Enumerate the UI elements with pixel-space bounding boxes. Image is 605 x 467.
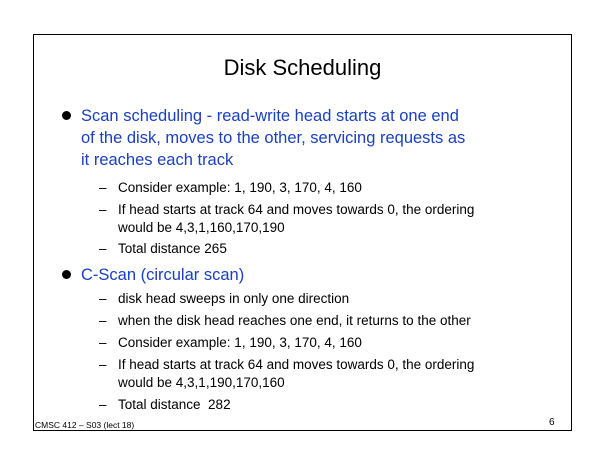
sub-item-total-distance bbox=[118, 240, 548, 258]
sub-item-line: Consider example: 1, 190, 3, 170, 4, 160 bbox=[118, 180, 362, 195]
bullet-dot bbox=[62, 111, 71, 120]
dash-marker: – bbox=[99, 180, 107, 195]
sub-item-line: Total distance 265 bbox=[118, 241, 227, 256]
dash-marker: – bbox=[99, 241, 107, 256]
dash-marker: – bbox=[99, 357, 107, 372]
slide-title: Disk Scheduling bbox=[223, 55, 382, 80]
dash-marker: – bbox=[99, 397, 107, 412]
dash-marker: – bbox=[99, 335, 107, 350]
bullet-line: Scan scheduling - read-write head starts at one end bbox=[81, 107, 459, 125]
sub-item-consider-example bbox=[118, 334, 548, 352]
footer-course: CMSC 412 – S03 (lect 18) bbox=[35, 420, 135, 430]
dash-marker: – bbox=[99, 291, 107, 306]
sub-item-one-direction bbox=[118, 290, 548, 308]
sub-item-head-ordering bbox=[118, 356, 548, 392]
bullet-c-scan bbox=[81, 264, 541, 286]
bullet-scan-scheduling bbox=[81, 105, 541, 171]
bullet-line: of the disk, moves to the other, servicing requests as bbox=[81, 129, 466, 147]
sub-item-returns bbox=[118, 312, 548, 330]
bullet-line: it reaches each track bbox=[81, 151, 234, 169]
dash-marker: – bbox=[99, 202, 107, 217]
sub-item-consider-example bbox=[118, 179, 548, 197]
page-number: 6 bbox=[549, 417, 555, 428]
sub-item-line: would be 4,3,1,160,170,190 bbox=[118, 220, 285, 235]
sub-item-line: Total distance 282 bbox=[118, 397, 231, 412]
sub-item-head-ordering bbox=[118, 201, 548, 237]
sub-item-line: when the disk head reaches one end, it returns to the other bbox=[118, 313, 471, 328]
dash-marker: – bbox=[99, 313, 107, 328]
sub-item-line: Consider example: 1, 190, 3, 170, 4, 160 bbox=[118, 335, 362, 350]
sub-item-line: would be 4,3,1,190,170,160 bbox=[118, 375, 285, 390]
bullet-line: C-Scan (circular scan) bbox=[81, 266, 245, 284]
sub-item-line: If head starts at track 64 and moves towards 0, the ordering bbox=[118, 202, 475, 217]
sub-item-line: If head starts at track 64 and moves towards 0, the ordering bbox=[118, 357, 475, 372]
bullet-dot bbox=[62, 270, 71, 279]
sub-item-line: disk head sweeps in only one direction bbox=[118, 291, 350, 306]
sub-item-total-distance bbox=[118, 396, 548, 414]
